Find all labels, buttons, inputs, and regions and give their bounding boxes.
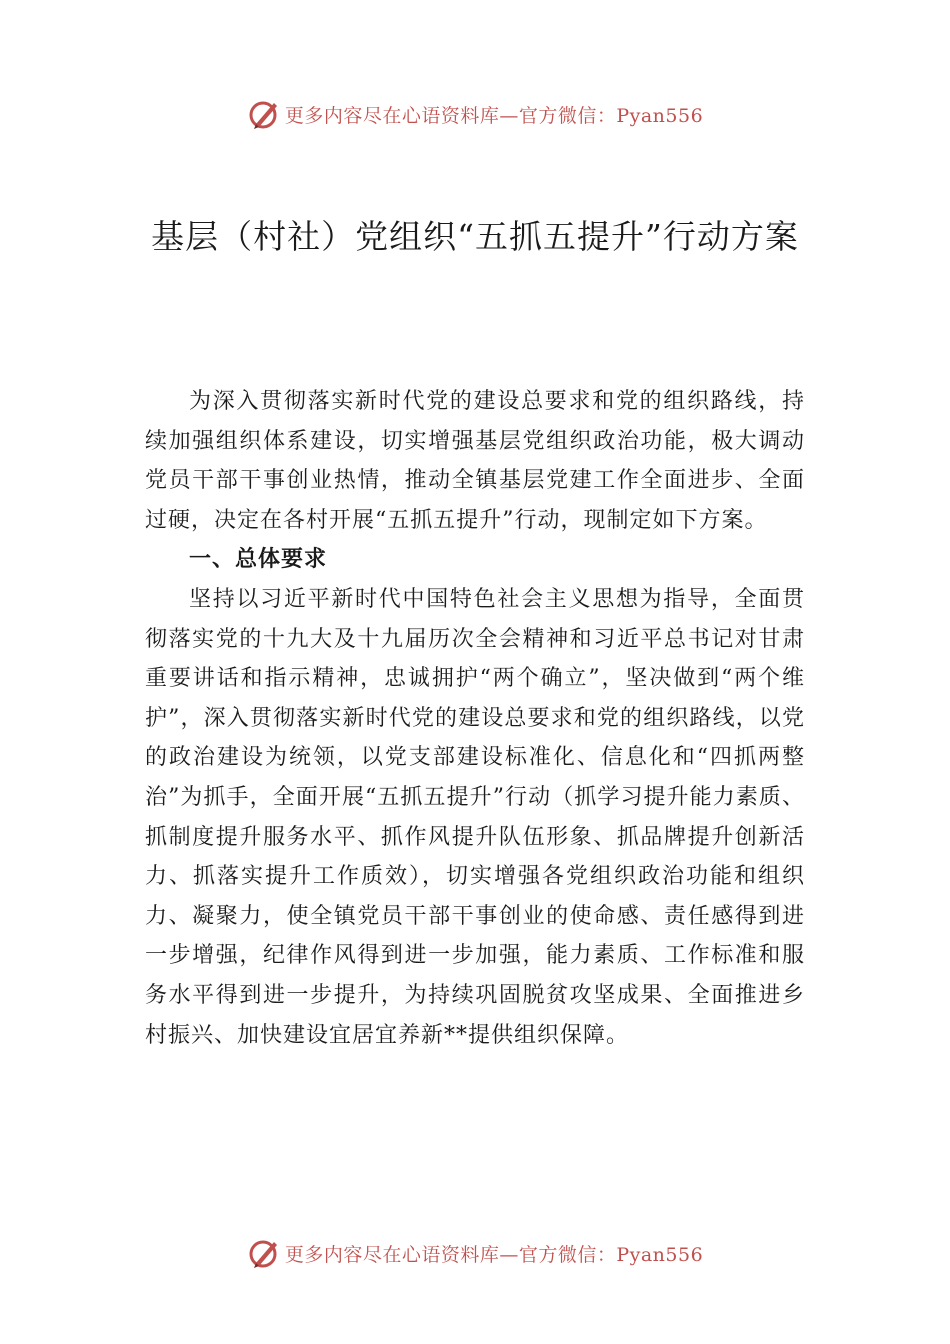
pen-logo-icon xyxy=(247,97,281,131)
watermark-banner-bottom xyxy=(0,1233,950,1273)
section-paragraph: 坚持以习近平新时代中国特色社会主义思想为指导，全面贯彻落实党的十九大及十九届历次全会精神和习近平总书记对甘肃重要讲话和指示精神，忠诚拥护“两个确立”，坚决做到“两个维护”，深入贯彻落实新时代党的建设总要求和党的组织路线，以党的政治建设为统领，以党支部建设标准化、信息化和“四抓两整治”为抓手，全面开展“五抓五提升”行动（抓学习提升能力素质、抓制度提升服务水平、抓作风提升队伍形象、抓品牌提升创新活力、抓落实提升工作质效），切实增强各党组织政治功能和组织力、凝聚力，使全镇党员干部干事创业的使命感、责任感得到进一步增强，纪律作风得到进一步加强，能力素质、工作标准和服务水平得到进一步提升，为持续巩固脱贫攻坚成果、全面推进乡村振兴、加快建设宜居宜养新**提供组织保障。 xyxy=(145,586,805,1048)
watermark-banner-top xyxy=(0,94,950,134)
section-heading: 一、总体要求 xyxy=(189,547,328,573)
pen-logo-icon xyxy=(247,1236,281,1270)
watermark-text: 更多内容尽在心语资料库—官方微信：Pyan556 xyxy=(284,1243,704,1266)
intro-paragraph: 为深入贯彻落实新时代党的建设总要求和党的组织路线，持续加强组织体系建设，切实增强基层党组织政治功能，极大调动党员干部干事创业热情，推动全镇基层党建工作全面进步、全面过硬，决定在各村开展“五抓五提升”行动，现制定如下方案。 xyxy=(145,389,805,533)
watermark-text: 更多内容尽在心语资料库—官方微信：Pyan556 xyxy=(284,104,704,127)
document-title: 基层（村社）党组织“五抓五提升”行动方案 xyxy=(151,217,799,256)
document-body xyxy=(145,382,805,1055)
